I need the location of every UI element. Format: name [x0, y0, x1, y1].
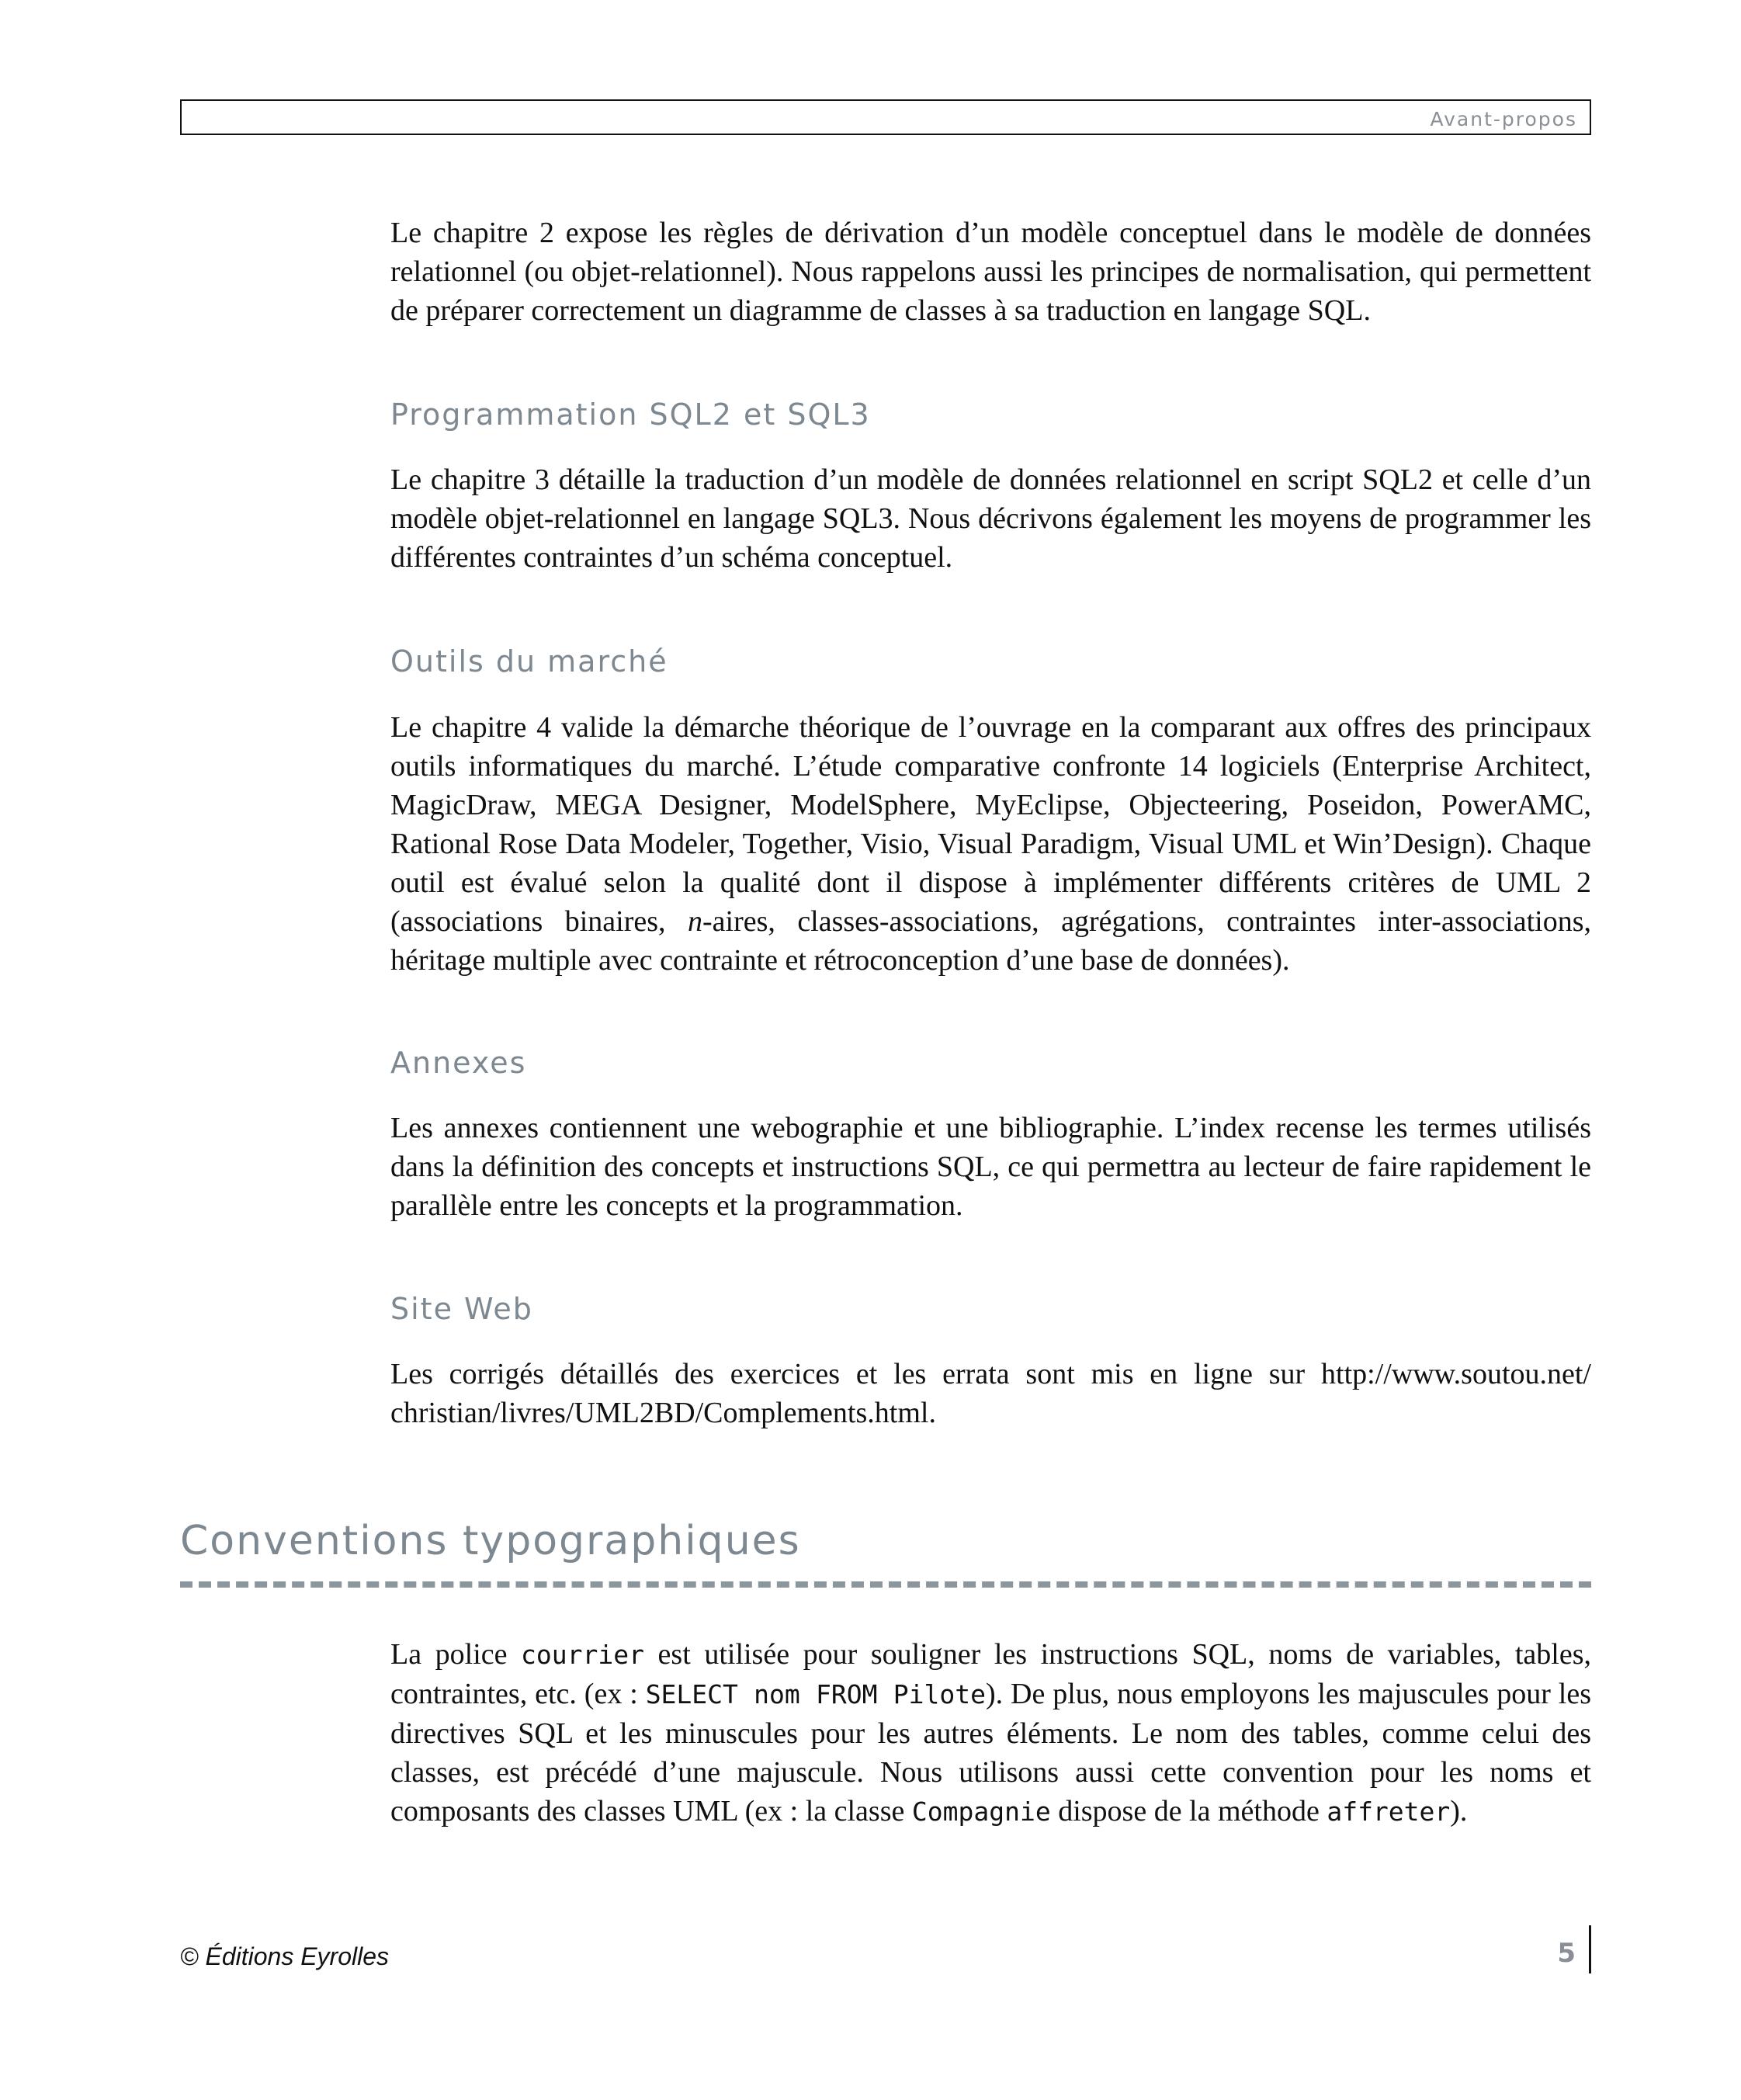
section-sql-text: Le chapitre 3 détaille la traduction d’un modèle de données relationnel en script SQL2 et celle d’un modèle objet-relationnel en langage SQL3. Nous décrivons également les moyens de programmer les différentes contraintes d’un schéma conceptuel. [390, 463, 1591, 574]
footer-copyright: © Éditions Eyrolles [180, 1942, 390, 1970]
code-select: SELECT nom FROM Pilote [645, 1679, 986, 1710]
section-annexes-text: Les annexes contiennent une webographie et une bibliographie. L’index recense les termes utilisés dans la définition des concepts et instructions SQL, ce qui permettra au lecteur de faire rapidement le parallèle entre les concepts et la programmation. [390, 1112, 1591, 1222]
section-conventions [390, 1635, 1591, 1831]
heading-tools: Outils du marché [390, 644, 668, 679]
conv-text-1: La police [390, 1638, 522, 1671]
conv-text-2: est utilisée pour souligner les instructions SQL, noms de variables, tables, contraintes, etc. (ex : [390, 1638, 1591, 1710]
tools-text-n: n [687, 905, 702, 938]
heading-site-web: Site Web [390, 1292, 533, 1326]
intro-chapter-2-text: Le chapitre 2 expose les règles de dérivation d’un modèle conceptuel dans le modèle de données relationnel (ou objet-relationnel). Nous rappelons aussi les principes de normalisation, qui permettent de préparer correctement un diagramme de classes à sa traduction en langage SQL. [390, 217, 1591, 327]
code-affreter: affreter [1327, 1796, 1451, 1827]
section-site-web [390, 1355, 1591, 1432]
code-compagnie: Compagnie [911, 1796, 1051, 1827]
section-site-web-text: Les corrigés détaillés des exercices et les errata sont mis en ligne sur http://www.soutou.net/ christian/livres/UML2BD/Complements.html. [390, 1358, 1591, 1429]
conv-text-5: ). [1450, 1795, 1468, 1828]
page-number-rule [1589, 1925, 1591, 1973]
section-dashed-rule [180, 1581, 1591, 1588]
heading-annexes: Annexes [390, 1046, 527, 1080]
conv-text-3: ). De plus, nous employons les majuscules pour les directives SQL et les minuscules pour les autres éléments. Le nom des tables, comme celui des classes, est précédé d’une majuscule. Nous utilisons aussi cette convention pour les noms et composants des classes UML (ex : la classe [390, 1678, 1591, 1828]
page-number: 5 [1557, 1938, 1576, 1969]
heading-sql: Programmation SQL2 et SQL3 [390, 397, 871, 432]
tools-text-a: Le chapitre 4 valide la démarche théorique de l’ouvrage en la comparant aux offres des principaux outils informatiques du marché. L’étude comparative confronte 14 logiciels (Enterprise Architect, MagicDraw, MEGA Designer, ModelSphere, MyEclipse, Objecteering, Poseidon, PowerAMC, Rational Rose Data Modeler, Together, Visio, Visual Paradigm, Visual UML et Win’Design). Chaque outil est évalué selon la qualité dont il dispose à implémenter différents critères de UML 2 (associations binaires, [390, 711, 1591, 938]
section-annexes [390, 1109, 1591, 1225]
tools-text-b: -aires, classes-associations, agrégations, contraintes inter-associations, héritage multiple avec contrainte et rétroconception d’une base de données). [390, 905, 1591, 977]
running-header [180, 99, 1591, 135]
running-header-title: Avant-propos [1430, 108, 1577, 130]
section-title-conventions: Conventions typographiques [180, 1518, 801, 1564]
intro-chapter-2 [390, 213, 1591, 330]
code-courrier: courrier [521, 1640, 644, 1670]
section-sql [390, 460, 1591, 577]
section-tools-text [390, 708, 1591, 980]
section-conventions-text [390, 1635, 1591, 1831]
conv-text-4: dispose de la méthode [1050, 1795, 1327, 1828]
section-tools [390, 708, 1591, 980]
